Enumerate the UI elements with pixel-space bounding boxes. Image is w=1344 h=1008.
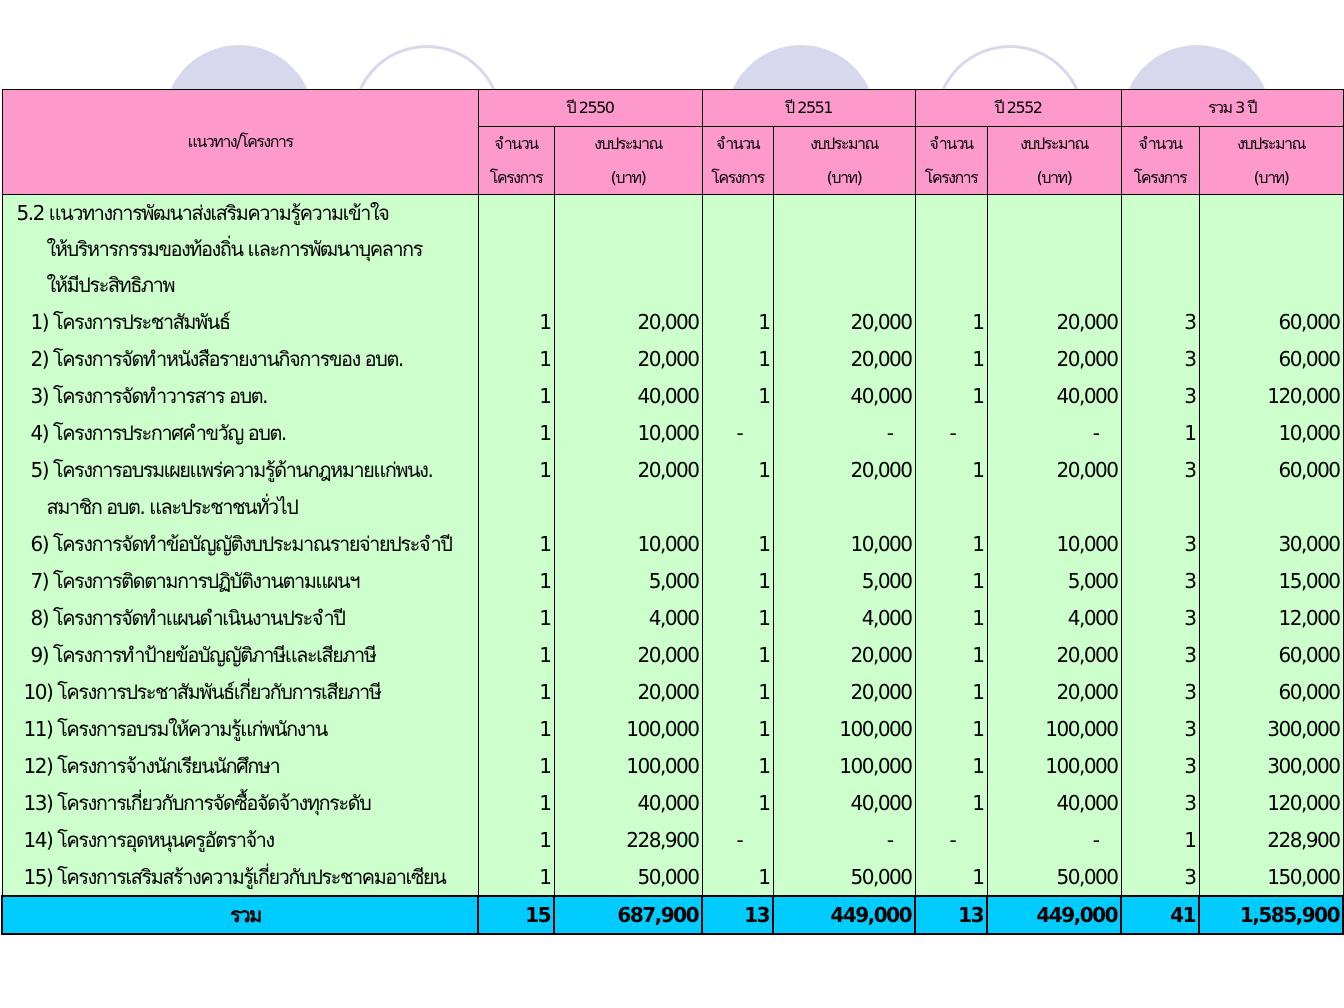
count-2551: 1: [702, 451, 773, 488]
total-count-2550: 15: [478, 896, 554, 934]
count-2550: 1: [478, 562, 554, 599]
budget-2551: 100,000: [773, 710, 915, 747]
project-name: 1) โครงการประชาสัมพันธ์: [2, 303, 478, 340]
count-2552: 1: [915, 784, 987, 821]
table-row: [2, 340, 1343, 377]
budget-2550: 10,000: [554, 525, 702, 562]
count-total: 3: [1121, 377, 1199, 414]
count-2551: 1: [702, 673, 773, 710]
budget-2550: 20,000: [554, 451, 702, 488]
count-2551: 1: [702, 710, 773, 747]
count-total: 3: [1121, 710, 1199, 747]
budget-2550: 228,900: [554, 821, 702, 858]
budget-2550: 4,000: [554, 599, 702, 636]
count-total: 3: [1121, 562, 1199, 599]
budget-total: 228,900: [1199, 821, 1343, 858]
count-2552: 1: [915, 340, 987, 377]
project-name: 7) โครงการติดตามการปฏิบัติงานตามแผนฯ: [2, 562, 478, 599]
project-name: 14) โครงการอุดหนุนครูอัตราจ้าง: [2, 821, 478, 858]
budget-2551: 40,000: [773, 377, 915, 414]
budget-2551: 5,000: [773, 562, 915, 599]
table-row: [2, 858, 1343, 896]
table-row: [2, 599, 1343, 636]
header-count: จำนวน: [702, 127, 773, 163]
project-name: 13) โครงการเกี่ยวกับการจัดซื้อจัดจ้างทุกระดับ: [2, 784, 478, 821]
budget-2552: 40,000: [987, 377, 1121, 414]
budget-total: 10,000: [1199, 414, 1343, 451]
count-2550: 1: [478, 821, 554, 858]
budget-2552: 10,000: [987, 525, 1121, 562]
header-count: จำนวน: [915, 127, 987, 163]
total-count-2551: 13: [702, 896, 773, 934]
budget-2552: 20,000: [987, 636, 1121, 673]
budget-total: 60,000: [1199, 636, 1343, 673]
count-total: 3: [1121, 858, 1199, 896]
count-2552: 1: [915, 673, 987, 710]
budget-total: 60,000: [1199, 303, 1343, 340]
budget-total: 300,000: [1199, 710, 1343, 747]
project-name: 8) โครงการจัดทำแผนดำเนินงานประจำปี: [2, 599, 478, 636]
budget-2550: 40,000: [554, 377, 702, 414]
count-total: 1: [1121, 821, 1199, 858]
count-2552: 1: [915, 636, 987, 673]
project-name: 3) โครงการจัดทำวารสาร อบต.: [2, 377, 478, 414]
header-year-2551: ปี 2551: [702, 90, 915, 127]
header-budget: งบประมาณ: [554, 127, 702, 163]
budget-total: 12,000: [1199, 599, 1343, 636]
budget-2551: 4,000: [773, 599, 915, 636]
count-2552: 1: [915, 858, 987, 896]
header-budget: งบประมาณ: [1199, 127, 1343, 163]
section-row: [2, 195, 1343, 232]
count-2550: 1: [478, 377, 554, 414]
total-budget-2552: 449,000: [987, 896, 1121, 934]
count-2550: 1: [478, 599, 554, 636]
count-2552: 1: [915, 451, 987, 488]
budget-2552: 5,000: [987, 562, 1121, 599]
count-2550: 1: [478, 636, 554, 673]
budget-2551: 20,000: [773, 673, 915, 710]
header-budget-unit: (บาท): [1199, 162, 1343, 195]
header-count-unit: โครงการ: [1121, 162, 1199, 195]
total-count-2552: 13: [915, 896, 987, 934]
table-row: [2, 747, 1343, 784]
header-budget-unit: (บาท): [773, 162, 915, 195]
project-name: 12) โครงการจ้างนักเรียนนักศึกษา: [2, 747, 478, 784]
header-total-3-years: รวม 3 ปี: [1121, 90, 1343, 127]
count-2551: 1: [702, 747, 773, 784]
total-label: รวม: [2, 896, 478, 934]
count-2552: 1: [915, 525, 987, 562]
budget-2550: 5,000: [554, 562, 702, 599]
table-header: [2, 90, 1343, 195]
count-total: 3: [1121, 599, 1199, 636]
budget-2552: 40,000: [987, 784, 1121, 821]
total-count-all: 41: [1121, 896, 1199, 934]
count-2551: -: [702, 821, 773, 858]
count-2550: 1: [478, 858, 554, 896]
count-2550: 1: [478, 303, 554, 340]
budget-2550: 40,000: [554, 784, 702, 821]
table-row: [2, 303, 1343, 340]
budget-total: 60,000: [1199, 673, 1343, 710]
table-row: [2, 451, 1343, 488]
budget-2550: 20,000: [554, 303, 702, 340]
budget-2552: 20,000: [987, 673, 1121, 710]
count-2550: 1: [478, 340, 554, 377]
project-name: 11) โครงการอบรมให้ความรู้แก่พนักงาน: [2, 710, 478, 747]
budget-2551: 50,000: [773, 858, 915, 896]
budget-total: 300,000: [1199, 747, 1343, 784]
header-count-unit: โครงการ: [478, 162, 554, 195]
count-2551: 1: [702, 599, 773, 636]
table-row: [2, 784, 1343, 821]
budget-2552: -: [987, 821, 1121, 858]
count-total: 3: [1121, 451, 1199, 488]
budget-total: 30,000: [1199, 525, 1343, 562]
budget-2550: 20,000: [554, 673, 702, 710]
budget-2552: 4,000: [987, 599, 1121, 636]
budget-2551: 20,000: [773, 303, 915, 340]
header-year-2552: ปี 2552: [915, 90, 1121, 127]
count-2551: 1: [702, 784, 773, 821]
table-row-continuation: [2, 488, 1343, 525]
section-title-line3: ให้มีประสิทธิภาพ: [2, 267, 478, 303]
count-2552: 1: [915, 562, 987, 599]
section-title-line1: 5.2 แนวทางการพัฒนาส่งเสริมความรู้ความเข้าใจ: [2, 195, 478, 232]
budget-2552: 50,000: [987, 858, 1121, 896]
budget-2551: -: [773, 821, 915, 858]
count-2550: 1: [478, 525, 554, 562]
count-2551: 1: [702, 340, 773, 377]
header-count: จำนวน: [478, 127, 554, 163]
header-budget: งบประมาณ: [773, 127, 915, 163]
table-row: [2, 377, 1343, 414]
count-2551: 1: [702, 636, 773, 673]
table-footer: [2, 896, 1343, 934]
count-2550: 1: [478, 451, 554, 488]
count-total: 3: [1121, 340, 1199, 377]
header-budget-unit: (บาท): [987, 162, 1121, 195]
header-budget: งบประมาณ: [987, 127, 1121, 163]
budget-total: 120,000: [1199, 377, 1343, 414]
budget-2552: 20,000: [987, 303, 1121, 340]
budget-total: 120,000: [1199, 784, 1343, 821]
count-total: 3: [1121, 636, 1199, 673]
count-2552: 1: [915, 747, 987, 784]
header-year-2550: ปี 2550: [478, 90, 702, 127]
count-2552: 1: [915, 710, 987, 747]
budget-total: 60,000: [1199, 451, 1343, 488]
total-budget-2550: 687,900: [554, 896, 702, 934]
count-2552: 1: [915, 303, 987, 340]
header-project: แนวทาง/โครงการ: [2, 90, 478, 195]
count-2552: 1: [915, 599, 987, 636]
header-count-unit: โครงการ: [702, 162, 773, 195]
count-2550: 1: [478, 710, 554, 747]
project-name: 6) โครงการจัดทำข้อบัญญัติงบประมาณรายจ่ายประจำปี: [2, 525, 478, 562]
count-2550: 1: [478, 673, 554, 710]
budget-2552: -: [987, 414, 1121, 451]
count-2551: 1: [702, 525, 773, 562]
budget-2551: 40,000: [773, 784, 915, 821]
count-total: 3: [1121, 747, 1199, 784]
count-2552: -: [915, 414, 987, 451]
count-total: 3: [1121, 784, 1199, 821]
budget-total: 150,000: [1199, 858, 1343, 896]
section-title-line2: ให้บริหารกรรมของท้องถิ่น และการพัฒนาบุคลากร: [2, 231, 478, 267]
section-row: [2, 231, 1343, 267]
count-2551: 1: [702, 377, 773, 414]
table-body: [2, 195, 1343, 897]
section-row: [2, 267, 1343, 303]
table-row: [2, 673, 1343, 710]
project-name: 2) โครงการจัดทำหนังสือรายงานกิจการของ อบต.: [2, 340, 478, 377]
budget-2551: 20,000: [773, 636, 915, 673]
count-2551: 1: [702, 858, 773, 896]
budget-2550: 20,000: [554, 340, 702, 377]
table-row: [2, 525, 1343, 562]
header-count-unit: โครงการ: [915, 162, 987, 195]
table-row: [2, 710, 1343, 747]
project-name: 9) โครงการทำป้ายข้อบัญญัติภาษีและเสียภาษี: [2, 636, 478, 673]
budget-2550: 20,000: [554, 636, 702, 673]
budget-2551: 20,000: [773, 451, 915, 488]
budget-total: 60,000: [1199, 340, 1343, 377]
project-name-continued: สมาชิก อบต. และประชาชนทั่วไป: [2, 488, 478, 525]
count-2551: -: [702, 414, 773, 451]
project-name: 10) โครงการประชาสัมพันธ์เกี่ยวกับการเสียภาษี: [2, 673, 478, 710]
budget-2550: 10,000: [554, 414, 702, 451]
count-2552: 1: [915, 377, 987, 414]
count-total: 3: [1121, 525, 1199, 562]
budget-2551: 10,000: [773, 525, 915, 562]
count-2550: 1: [478, 414, 554, 451]
count-2550: 1: [478, 747, 554, 784]
header-budget-unit: (บาท): [554, 162, 702, 195]
budget-2552: 20,000: [987, 451, 1121, 488]
budget-total: 15,000: [1199, 562, 1343, 599]
count-2551: 1: [702, 303, 773, 340]
count-2551: 1: [702, 562, 773, 599]
project-name: 4) โครงการประกาศคำขวัญ อบต.: [2, 414, 478, 451]
budget-2552: 100,000: [987, 747, 1121, 784]
budget-table: [1, 89, 1344, 935]
total-row: [2, 896, 1343, 934]
project-name: 5) โครงการอบรมเผยแพร่ความรู้ด้านกฎหมายแก่พนง.: [2, 451, 478, 488]
total-budget-2551: 449,000: [773, 896, 915, 934]
table-row: [2, 821, 1343, 858]
project-name: 15) โครงการเสริมสร้างความรู้เกี่ยวกับประชาคมอาเซียน: [2, 858, 478, 896]
count-total: 3: [1121, 303, 1199, 340]
table-row: [2, 562, 1343, 599]
budget-2550: 100,000: [554, 747, 702, 784]
budget-2550: 100,000: [554, 710, 702, 747]
budget-2551: -: [773, 414, 915, 451]
count-2552: -: [915, 821, 987, 858]
table-row: [2, 414, 1343, 451]
table-row: [2, 636, 1343, 673]
header-count: จำนวน: [1121, 127, 1199, 163]
total-budget-all: 1,585,900: [1199, 896, 1343, 934]
budget-2551: 100,000: [773, 747, 915, 784]
budget-2552: 100,000: [987, 710, 1121, 747]
count-total: 1: [1121, 414, 1199, 451]
count-total: 3: [1121, 673, 1199, 710]
budget-2550: 50,000: [554, 858, 702, 896]
budget-2551: 20,000: [773, 340, 915, 377]
budget-2552: 20,000: [987, 340, 1121, 377]
count-2550: 1: [478, 784, 554, 821]
